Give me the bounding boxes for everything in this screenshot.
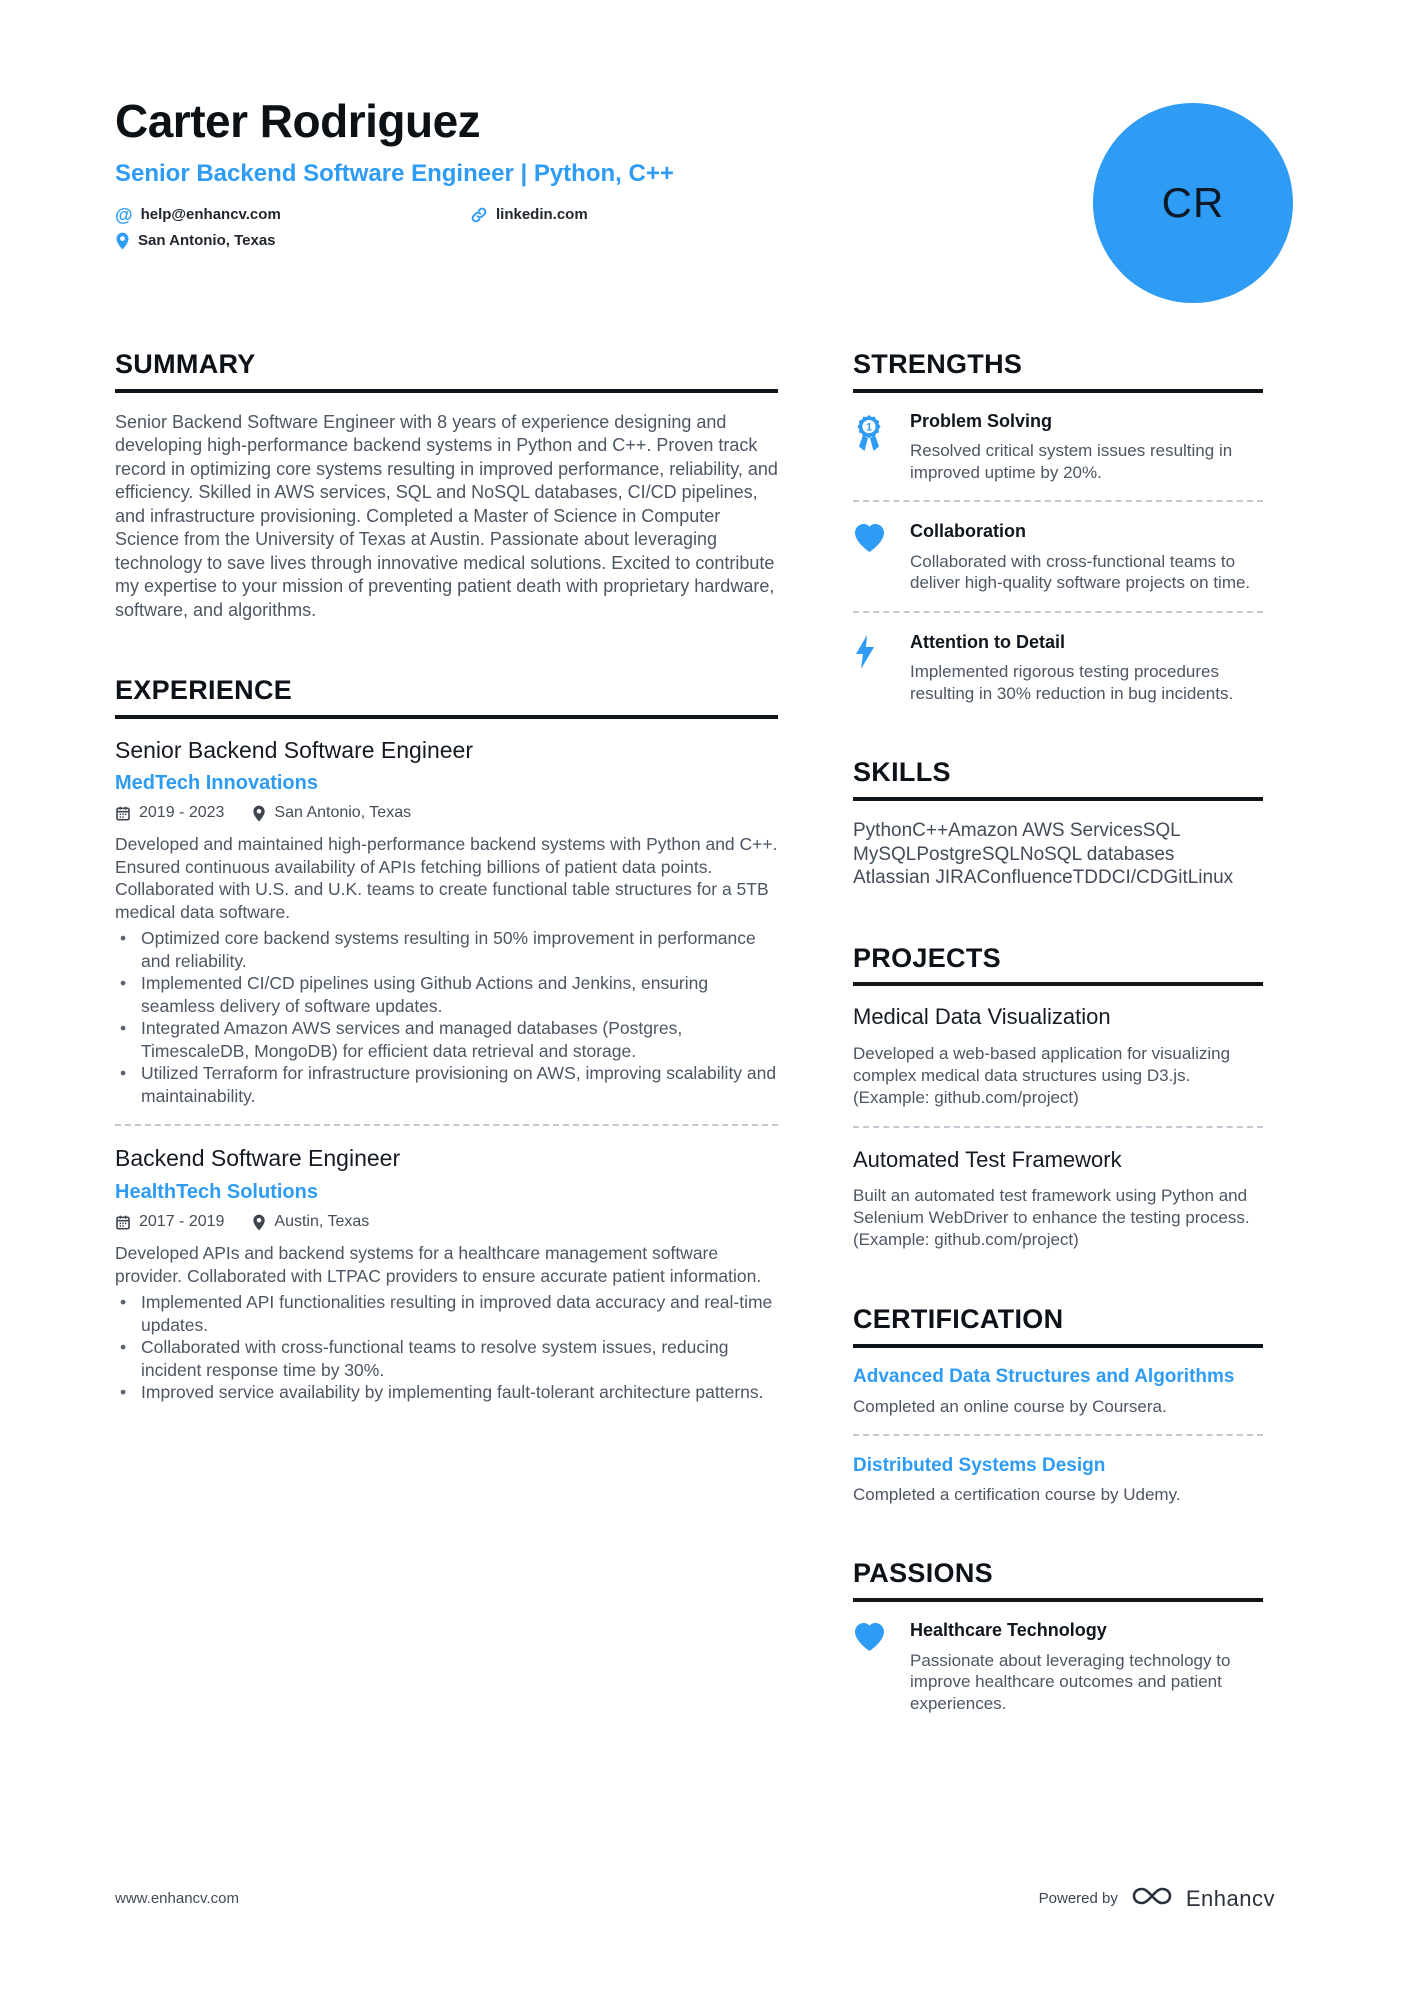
experience-entry [115, 1145, 778, 1403]
email-text: help@enhancv.com [140, 206, 281, 224]
certification-text: Completed a certification course by Udemy. [853, 1485, 1181, 1505]
experience-heading: EXPERIENCE [115, 676, 778, 719]
passions-heading: PASSIONS [853, 1559, 1263, 1602]
strength-item [853, 632, 1263, 705]
divider [115, 1124, 778, 1126]
section-passions [853, 1559, 1263, 1714]
section-skills [853, 758, 1263, 889]
passion-title: Healthcare Technology [910, 1620, 1107, 1641]
heart-icon [853, 1620, 886, 1657]
bullet-item: • Optimized core backend systems resulting in 50% improvement in performance and reliability. [115, 927, 778, 972]
location-text: San Antonio, Texas [138, 232, 276, 250]
section-experience [115, 676, 778, 1403]
section-summary [115, 350, 778, 622]
skills-line: MySQLPostgreSQLNoSQL databases [853, 843, 1175, 865]
bullet-item: • Implemented CI/CD pipelines using Github Actions and Jenkins, ensuring seamless delivery of software updates. [115, 972, 778, 1017]
calendar-icon [115, 1214, 131, 1230]
bullet-item: • Collaborated with cross-functional teams to resolve system issues, reducing incident response time by 30%. [115, 1336, 778, 1381]
strength-text: Implemented rigorous testing procedures resulting in 30% reduction in bug incidents. [910, 662, 1234, 703]
experience-entry [115, 737, 778, 1108]
certification-item [853, 1455, 1263, 1506]
email-link[interactable] [115, 206, 470, 224]
project-text: Built an automated test framework using Python and Selenium WebDriver to enhance the testing process. (Example: github.com/project) [853, 1186, 1250, 1250]
projects-heading: PROJECTS [853, 944, 1263, 987]
passion-item [853, 1620, 1263, 1714]
skills-heading: SKILLS [853, 758, 1263, 801]
certification-heading: CERTIFICATION [853, 1305, 1263, 1348]
person-headline: Senior Backend Software Engineer | Python, C++ [115, 159, 674, 187]
skills-line: PythonC++Amazon AWS ServicesSQL [853, 820, 1181, 842]
skills-list [853, 819, 1263, 890]
divider [853, 500, 1263, 502]
enhancv-logo-icon [1130, 1882, 1174, 1915]
job-dates: 2019 - 2023 [115, 804, 224, 822]
company-name: HealthTech Solutions [115, 1181, 318, 1204]
location-item [115, 232, 276, 250]
avatar [1093, 103, 1293, 303]
section-strengths [853, 350, 1263, 704]
job-title: Backend Software Engineer [115, 1145, 401, 1172]
strength-title: Collaboration [910, 521, 1026, 542]
divider [853, 1434, 1263, 1436]
job-bullets [115, 927, 778, 1107]
content [0, 350, 1410, 1714]
job-summary: Developed and maintained high-performance backend systems with Python and C++. Ensured continuous availability of APIs fetching billions of patient data points. Collaborated with U.S. and U.K. teams to create functional table structures for a 5TB medical data software. [115, 834, 778, 922]
strength-text: Collaborated with cross-functional teams to deliver high-quality software projects on time. [910, 551, 1251, 593]
bullet-item: • Integrated Amazon AWS services and managed databases (Postgres, TimescaleDB, MongoDB) for efficient data retrieval and storage. [115, 1017, 778, 1062]
header [0, 0, 1410, 350]
medal-icon [853, 411, 886, 458]
divider [853, 611, 1263, 613]
project-item [853, 1147, 1263, 1251]
strength-title: Attention to Detail [910, 631, 1065, 652]
footer-url[interactable]: www.enhancv.com [115, 1890, 239, 1907]
job-location: Austin, Texas [252, 1213, 369, 1231]
section-projects [853, 944, 1263, 1251]
job-bullets [115, 1291, 778, 1404]
certification-item [853, 1366, 1263, 1417]
svg-text:1: 1 [865, 421, 873, 434]
bullet-item: • Improved service availability by implementing fault-tolerant architecture patterns. [115, 1381, 778, 1404]
powered-by-brand[interactable] [1039, 1882, 1275, 1915]
person-name: Carter Rodriguez [115, 95, 481, 147]
brand-name: Enhancv [1185, 1885, 1275, 1911]
job-title: Senior Backend Software Engineer [115, 736, 473, 763]
strength-text: Resolved critical system issues resulting in improved uptime by 20%. [910, 441, 1233, 482]
passion-text: Passionate about leveraging technology to improve healthcare outcomes and patient experiences. [910, 1650, 1231, 1713]
job-summary: Developed APIs and backend systems for a healthcare management software provider. Collaborated with LTPAC providers to ensure accurate patient information. [115, 1243, 762, 1286]
certification-title: Advanced Data Structures and Algorithms [853, 1365, 1235, 1387]
project-text: Developed a web-based application for visualizing complex medical data structures using D3.js. (Example: github.com/project) [853, 1043, 1231, 1107]
linkedin-text: linkedin.com [496, 206, 588, 224]
location-pin-icon [115, 232, 130, 250]
job-location: San Antonio, Texas [252, 804, 411, 822]
summary-heading: SUMMARY [115, 350, 778, 393]
company-name: MedTech Innovations [115, 772, 318, 795]
bullet-item: • Implemented API functionalities resulting in improved data accuracy and real-time updates. [115, 1291, 778, 1336]
calendar-icon [115, 805, 131, 821]
skills-line: Atlassian JIRAConfluenceTDDCI/CDGitLinux [853, 867, 1234, 889]
bullet-item: • Utilized Terraform for infrastructure provisioning on AWS, improving scalability and maintainability. [115, 1062, 778, 1107]
link-icon [470, 206, 488, 224]
heart-icon [853, 521, 886, 558]
bolt-icon [853, 632, 886, 675]
project-title: Medical Data Visualization [853, 1004, 1111, 1030]
strength-title: Problem Solving [910, 410, 1053, 431]
certification-title: Distributed Systems Design [853, 1454, 1106, 1476]
linkedin-link[interactable] [470, 206, 588, 224]
section-certification [853, 1305, 1263, 1505]
job-dates: 2017 - 2019 [115, 1213, 224, 1231]
contact-info [115, 202, 1263, 254]
left-column [115, 350, 778, 1714]
strengths-heading: STRENGTHS [853, 350, 1263, 393]
location-pin-icon [252, 805, 266, 822]
at-icon: @ [115, 204, 133, 225]
avatar-initials: CR [1161, 179, 1225, 226]
summary-text: Senior Backend Software Engineer with 8 years of experience designing and developing high-performance backend systems in Python and C++. Proven track record in optimizing core systems resulting in improved performance, reliability, and efficiency. Skilled in AWS services, SQL and NoSQL databases, CI/CD pipelines, and infrastructure provisioning. Completed a Master of Science in Computer Science from the University of Texas at Austin. Passionate about leveraging technology to save lives through innovative medical solutions. Excited to contribute my expertise to your mission of preventing patient death with proprietary hardware, software, and algorithms. [115, 411, 778, 620]
divider [853, 1126, 1263, 1128]
footer [115, 1882, 1275, 1915]
location-pin-icon [252, 1214, 266, 1231]
right-column [853, 350, 1263, 1714]
powered-by-label: Powered by [1038, 1890, 1118, 1907]
certification-text: Completed an online course by Coursera. [853, 1396, 1167, 1416]
strength-item [853, 411, 1263, 484]
strength-item [853, 521, 1263, 594]
project-item [853, 1004, 1263, 1108]
project-title: Automated Test Framework [853, 1146, 1122, 1172]
